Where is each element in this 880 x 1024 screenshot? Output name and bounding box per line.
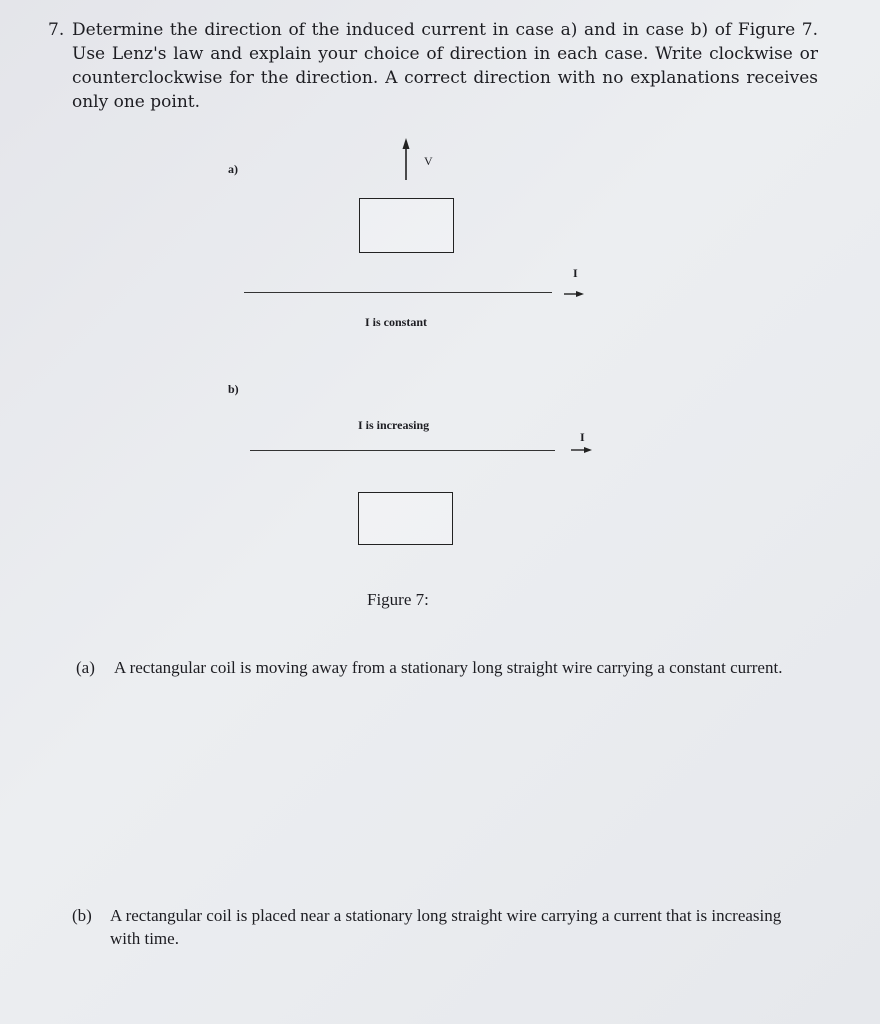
part-b <box>72 904 807 950</box>
part-a-tag: (a) <box>76 658 95 677</box>
part-a <box>76 656 806 679</box>
current-label-a: I <box>573 266 578 280</box>
part-b-tag: (b) <box>72 906 92 925</box>
condition-b: I is increasing <box>358 418 430 432</box>
part-a-text: A rectangular coil is moving away from a stationary long straight wire carrying a constant current. <box>114 658 783 677</box>
velocity-label: V <box>424 154 433 168</box>
problem-number: 7. <box>48 20 65 40</box>
part-b-text: A rectangular coil is placed near a stationary long straight wire carrying a current that is increasing with time. <box>110 906 782 948</box>
current-arrowhead-a-icon <box>576 291 584 297</box>
velocity-arrowhead-icon <box>403 138 410 149</box>
figure-caption: Figure 7: <box>367 590 429 609</box>
condition-a: I is constant <box>365 315 428 329</box>
problem-text: Determine the direction of the induced current in case a) and in case b) of Figure 7. Use Lenz's law and explain your choice of direction in each case. Write clockwise or counterclockwise for the direction. A correct direction with no explanations receives only one point. <box>72 20 818 112</box>
current-arrowhead-b-icon <box>584 447 592 453</box>
current-label-b: I <box>580 430 585 444</box>
case-a-label: a) <box>228 162 238 176</box>
case-b-label: b) <box>228 382 239 396</box>
